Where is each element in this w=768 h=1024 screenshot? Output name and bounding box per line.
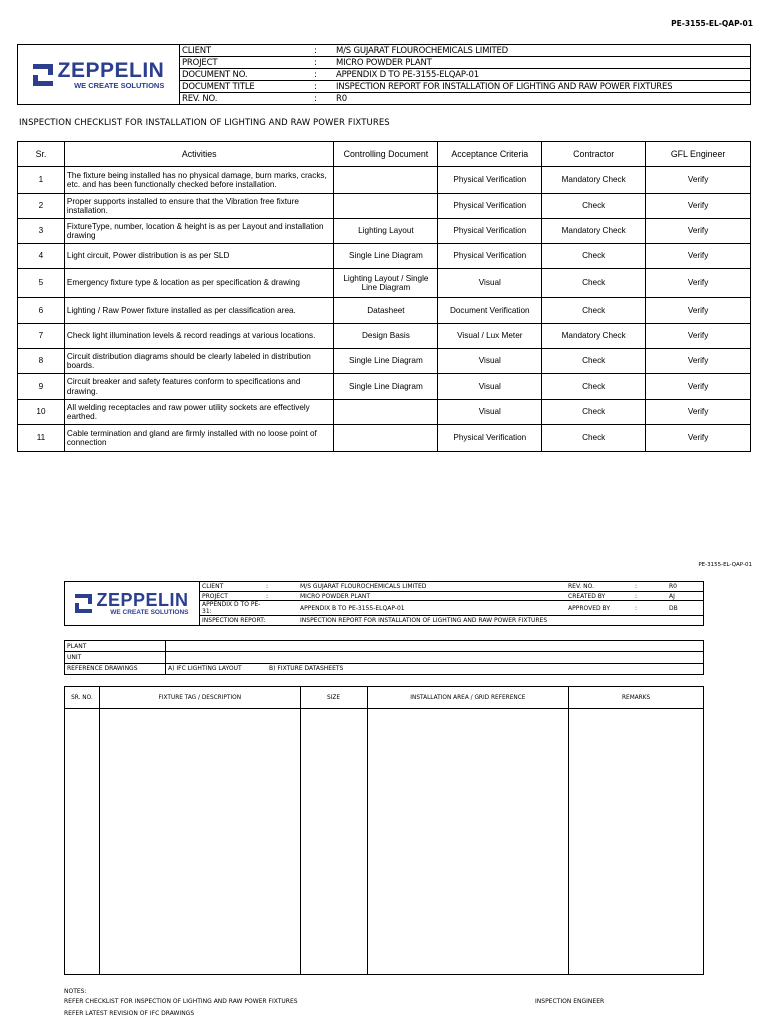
note-item-2: REFER LATEST REVISION OF IFC DRAWINGS xyxy=(64,1010,195,1017)
report-header-row xyxy=(200,616,703,625)
row-acceptance-criteria: Visual xyxy=(438,374,542,400)
plant-info-row xyxy=(65,664,703,674)
row-sr-number: 7 xyxy=(18,324,65,349)
report-header-value-2: R0 xyxy=(669,582,677,590)
row-gfl-engineer: Verify xyxy=(646,298,751,324)
row-controlling-document xyxy=(334,400,438,425)
row-gfl-engineer: Verify xyxy=(646,167,751,194)
row-sr-number: 2 xyxy=(18,194,65,219)
row-acceptance-criteria: Visual xyxy=(438,269,542,298)
checklist-row xyxy=(18,298,751,324)
plant-info-item: A) IFC LIGHTING LAYOUT xyxy=(168,665,242,673)
plant-info-key: REFERENCE DRAWINGS xyxy=(65,664,166,674)
row-contractor: Check xyxy=(542,374,646,400)
report-header-value-2: AJ xyxy=(669,592,675,600)
report-header-row xyxy=(200,601,703,616)
fixture-empty-cell xyxy=(300,709,367,975)
checklist-row xyxy=(18,425,751,452)
header-value: INSPECTION REPORT FOR INSTALLATION OF LIGHTING AND RAW POWER FIXTURES xyxy=(336,81,673,92)
row-acceptance-criteria: Document Verification xyxy=(438,298,542,324)
checklist-row xyxy=(18,400,751,425)
logo-tagline: WE CREATE SOLUTIONS xyxy=(74,80,165,90)
header-key: PROJECT xyxy=(182,57,218,68)
plant-info-item: B) FIXTURE DATASHEETS xyxy=(269,665,344,673)
checklist-row xyxy=(18,269,751,298)
row-contractor: Check xyxy=(542,269,646,298)
note-item-1: REFER CHECKLIST FOR INSPECTION OF LIGHTING AND RAW POWER FIXTURES xyxy=(64,998,298,1005)
report-header-row xyxy=(200,592,703,602)
row-activity: Check light illumination levels & record readings at various locations. xyxy=(64,324,334,349)
row-activity: The fixture being installed has no physical damage, burn marks, cracks, etc. and has been functionally checked before installation. xyxy=(64,167,334,194)
row-controlling-document: Design Basis xyxy=(334,324,438,349)
column-header: Controlling Document xyxy=(334,142,438,167)
fixture-column-header: REMARKS xyxy=(569,687,704,709)
report-header-separator-2: : xyxy=(635,592,638,600)
header-row xyxy=(180,81,750,93)
row-controlling-document: Single Line Diagram xyxy=(334,244,438,269)
inspection-engineer-label: INSPECTION ENGINEER xyxy=(535,998,605,1005)
row-acceptance-criteria: Physical Verification xyxy=(438,194,542,219)
company-logo-cell-2 xyxy=(65,582,200,625)
report-header-key: APPENDIX D TO PE-31: xyxy=(202,601,261,616)
report-header-value: APPENDIX B TO PE-3155-ELQAP-01 xyxy=(300,604,405,612)
header-value: R0 xyxy=(336,93,347,104)
header-row xyxy=(180,69,750,81)
column-header: GFL Engineer xyxy=(646,142,751,167)
checklist-row xyxy=(18,374,751,400)
header-key: DOCUMENT NO. xyxy=(182,69,248,80)
header-separator: : xyxy=(314,45,317,56)
row-contractor: Mandatory Check xyxy=(542,167,646,194)
fixture-entry-area xyxy=(65,709,704,975)
fixture-column-header: SIZE xyxy=(300,687,367,709)
row-acceptance-criteria: Visual xyxy=(438,400,542,425)
header-separator: : xyxy=(314,57,317,68)
header-separator: : xyxy=(314,69,317,80)
report-header-fields xyxy=(200,582,703,625)
plant-info-value xyxy=(166,665,703,672)
checklist-row xyxy=(18,349,751,374)
report-header-separator: : xyxy=(266,582,269,590)
fixture-empty-cell xyxy=(99,709,300,975)
header-value: M/S GUJARAT FLOUROCHEMICALS LIMITED xyxy=(336,45,509,56)
row-gfl-engineer: Verify xyxy=(646,374,751,400)
row-activity: Lighting / Raw Power fixture installed as per classification area. xyxy=(64,298,334,324)
row-activity: Circuit breaker and safety features conform to specifications and drawing. xyxy=(64,374,334,400)
row-acceptance-criteria: Physical Verification xyxy=(438,167,542,194)
checklist-title: INSPECTION CHECKLIST FOR INSTALLATION OF LIGHTING AND RAW POWER FIXTURES xyxy=(19,118,390,128)
report-header-separator-2: : xyxy=(635,582,638,590)
row-activity: Circuit distribution diagrams should be clearly labeled in distribution boards. xyxy=(64,349,334,374)
row-acceptance-criteria: Visual / Lux Meter xyxy=(438,324,542,349)
row-contractor: Check xyxy=(542,244,646,269)
header-key: CLIENT xyxy=(182,45,211,56)
report-header-value: M/S GUJARAT FLOUROCHEMICALS LIMITED xyxy=(300,582,427,590)
fixture-empty-cell xyxy=(65,709,100,975)
row-gfl-engineer: Verify xyxy=(646,324,751,349)
logo-name-2: ZEPPELIN xyxy=(96,589,189,610)
header-key: REV. NO. xyxy=(182,93,218,104)
company-logo-2 xyxy=(75,591,188,617)
row-sr-number: 10 xyxy=(18,400,65,425)
row-controlling-document xyxy=(334,167,438,194)
report-header-key-2: APPROVED BY xyxy=(568,604,611,612)
row-activity: Proper supports installed to ensure that the Vibration free fixture installation. xyxy=(64,194,334,219)
row-controlling-document: Datasheet xyxy=(334,298,438,324)
report-header-separator: : xyxy=(266,592,269,600)
report-header-key-2: CREATED BY xyxy=(568,592,606,600)
row-gfl-engineer: Verify xyxy=(646,349,751,374)
report-header-key: CLIENT xyxy=(202,582,224,590)
row-controlling-document xyxy=(334,425,438,452)
checklist-row xyxy=(18,244,751,269)
row-acceptance-criteria: Physical Verification xyxy=(438,244,542,269)
report-header-row xyxy=(200,582,703,592)
fixture-column-header: INSTALLATION AREA / GRID REFERENCE xyxy=(367,687,569,709)
checklist-row xyxy=(18,324,751,349)
row-controlling-document: Single Line Diagram xyxy=(334,374,438,400)
row-acceptance-criteria: Physical Verification xyxy=(438,219,542,244)
checklist-header-row xyxy=(18,142,751,167)
row-sr-number: 9 xyxy=(18,374,65,400)
row-contractor: Check xyxy=(542,194,646,219)
report-header-value-2: DB xyxy=(669,604,678,612)
plant-info-key: PLANT xyxy=(65,641,166,651)
header-fields xyxy=(180,45,750,104)
row-contractor: Mandatory Check xyxy=(542,219,646,244)
row-gfl-engineer: Verify xyxy=(646,219,751,244)
header-row xyxy=(180,45,750,57)
row-activity: FixtureType, number, location & height is as per Layout and installation drawing xyxy=(64,219,334,244)
column-header: Contractor xyxy=(542,142,646,167)
row-gfl-engineer: Verify xyxy=(646,269,751,298)
logo-tagline-2: WE CREATE SOLUTIONS xyxy=(110,608,189,616)
fixture-empty-cell xyxy=(367,709,569,975)
plant-info-key: UNIT xyxy=(65,652,166,662)
row-activity: All welding receptacles and raw power utility sockets are effectively earthed. xyxy=(64,400,334,425)
report-header-separator-2: : xyxy=(635,604,638,612)
column-header: Activities xyxy=(64,142,334,167)
fixture-column-header: FIXTURE TAG / DESCRIPTION xyxy=(99,687,300,709)
zeppelin-z-icon xyxy=(33,64,53,86)
header-key: DOCUMENT TITLE xyxy=(182,81,255,92)
header-separator: : xyxy=(314,81,317,92)
header-row xyxy=(180,57,750,69)
row-sr-number: 3 xyxy=(18,219,65,244)
notes-label: NOTES: xyxy=(64,988,87,995)
row-contractor: Check xyxy=(542,298,646,324)
column-header: Sr. xyxy=(18,142,65,167)
report-header-value: INSPECTION REPORT FOR INSTALLATION OF LIGHTING AND RAW POWER FIXTURES xyxy=(300,617,548,625)
row-gfl-engineer: Verify xyxy=(646,425,751,452)
report-header-key-2: REV. NO. xyxy=(568,582,594,590)
row-controlling-document: Single Line Diagram xyxy=(334,349,438,374)
row-gfl-engineer: Verify xyxy=(646,244,751,269)
document-header xyxy=(17,44,751,105)
logo-name: ZEPPELIN xyxy=(57,58,165,82)
company-logo-cell xyxy=(18,45,180,104)
header-separator: : xyxy=(314,93,317,104)
checklist-row xyxy=(18,219,751,244)
fixture-header-row xyxy=(65,687,704,709)
report-header-value: MICRO POWDER PLANT xyxy=(300,592,371,600)
row-contractor: Mandatory Check xyxy=(542,324,646,349)
row-controlling-document: Lighting Layout xyxy=(334,219,438,244)
document-reference-2: PE-3155-EL-QAP-01 xyxy=(698,562,752,568)
row-contractor: Check xyxy=(542,349,646,374)
row-activity: Emergency fixture type & location as per specification & drawing xyxy=(64,269,334,298)
document-reference: PE-3155-EL-QAP-01 xyxy=(671,19,753,28)
company-logo xyxy=(33,60,165,90)
column-header: Acceptance Criteria xyxy=(438,142,542,167)
row-gfl-engineer: Verify xyxy=(646,194,751,219)
row-controlling-document: Lighting Layout / Single Line Diagram xyxy=(334,269,438,298)
row-activity: Light circuit, Power distribution is as per SLD xyxy=(64,244,334,269)
row-sr-number: 4 xyxy=(18,244,65,269)
row-contractor: Check xyxy=(542,400,646,425)
row-sr-number: 1 xyxy=(18,167,65,194)
header-value: MICRO POWDER PLANT xyxy=(336,57,432,68)
report-header-key: PROJECT xyxy=(202,592,228,600)
row-acceptance-criteria: Visual xyxy=(438,349,542,374)
row-acceptance-criteria: Physical Verification xyxy=(438,425,542,452)
plant-info-box xyxy=(64,640,704,675)
inspection-checklist-table xyxy=(17,141,751,452)
row-sr-number: 11 xyxy=(18,425,65,452)
row-controlling-document xyxy=(334,194,438,219)
row-sr-number: 8 xyxy=(18,349,65,374)
plant-info-row xyxy=(65,652,703,663)
fixture-column-header: SR. NO. xyxy=(65,687,100,709)
report-header xyxy=(64,581,704,626)
zeppelin-z-icon xyxy=(75,594,92,613)
row-contractor: Check xyxy=(542,425,646,452)
plant-info-row xyxy=(65,641,703,652)
checklist-row xyxy=(18,167,751,194)
report-header-key: INSPECTION REPORT: xyxy=(202,617,266,625)
row-sr-number: 6 xyxy=(18,298,65,324)
row-activity: Cable termination and gland are firmly installed with no loose point of connection xyxy=(64,425,334,452)
fixture-empty-cell xyxy=(569,709,704,975)
header-value: APPENDIX D TO PE-3155-ELQAP-01 xyxy=(336,69,479,80)
fixture-register-table xyxy=(64,686,704,975)
row-sr-number: 5 xyxy=(18,269,65,298)
header-row xyxy=(180,93,750,104)
row-gfl-engineer: Verify xyxy=(646,400,751,425)
checklist-row xyxy=(18,194,751,219)
